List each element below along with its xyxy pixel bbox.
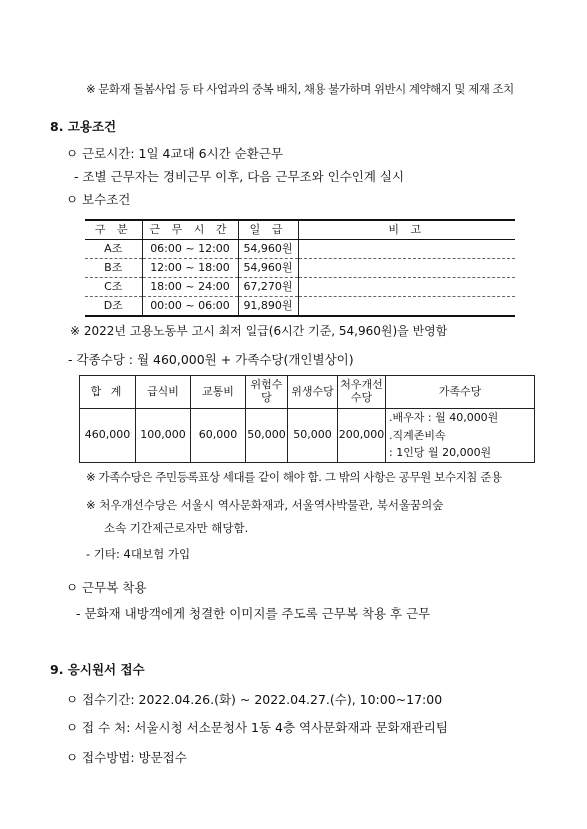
allowance-value-cell: 460,000	[80, 409, 136, 463]
other-note: - 기타: 4대보험 가입	[86, 547, 191, 561]
wage-cell: 54,960원	[238, 259, 298, 278]
allowance-value-cell: 100,000	[136, 409, 191, 463]
schedule-header-cell: 구 분	[85, 220, 142, 240]
time-cell: 06:00 ~ 12:00	[142, 240, 238, 259]
uniform-sub: - 문화재 내방객에게 청결한 이미지를 주도록 근무복 착용 후 근무	[76, 606, 431, 621]
wage-cell: 91,890원	[238, 297, 298, 317]
schedule-header-row	[85, 220, 515, 240]
family-line: .배우자 : 월 40,000원	[389, 411, 499, 424]
allowance-line: - 각종수당 : 월 460,000원 + 가족수당(개인별상이)	[68, 352, 354, 367]
allowance-header-cell: 처우개선수당	[338, 376, 386, 409]
allowance-header-row	[80, 376, 535, 409]
time-cell: 12:00 ~ 18:00	[142, 259, 238, 278]
wage-cell: 54,960원	[238, 240, 298, 259]
schedule-header-cell: 비 고	[298, 220, 515, 240]
table-row	[85, 259, 515, 278]
section8-title: 8. 고용조건	[50, 119, 117, 134]
work-hours-sub: - 조별 근무자는 경비근무 이후, 다음 근무조와 인수인계 실시	[74, 169, 405, 184]
remark-cell	[298, 297, 515, 317]
allowance-header-cell: 급식비	[136, 376, 191, 409]
section9-title: 9. 응시원서 접수	[50, 662, 145, 677]
pay-title: ㅇ 보수조건	[66, 192, 131, 207]
family-line: : 1인당 월 20,000원	[389, 446, 492, 460]
family-allowance-cell	[386, 409, 535, 463]
allowance-values-row	[80, 409, 535, 463]
shift-cell: C조	[85, 278, 142, 297]
uniform-title: ㅇ 근무복 착용	[66, 580, 147, 595]
time-cell: 00:00 ~ 06:00	[142, 297, 238, 317]
allowance-header-cell: 합 계	[80, 376, 136, 409]
allowance-value-cell: 60,000	[191, 409, 246, 463]
family-note: ※ 가족수당은 주민등록표상 세대를 같이 해야 함. 그 밖의 사항은 공무원 보수지침 준용	[86, 470, 502, 484]
shift-cell: A조	[85, 240, 142, 259]
min-wage-note: ※ 2022년 고용노동부 고시 최저 일급(6시간 기준, 54,960원)을 반영함	[70, 324, 448, 338]
allowance-header-cell: 가족수당	[386, 376, 535, 409]
allowance-value-cell: 50,000	[288, 409, 338, 463]
time-cell: 18:00 ~ 24:00	[142, 278, 238, 297]
note-top: ※ 문화재 돌봄사업 등 타 사업과의 중복 배치, 채용 불가하며 위반시 계약해지 및 제재 조치	[86, 82, 514, 96]
family-line: .직계존비속	[389, 428, 446, 442]
table-row	[85, 297, 515, 317]
allowance-table	[79, 375, 535, 463]
schedule-table	[85, 219, 515, 317]
remark-cell	[298, 278, 515, 297]
table-row	[85, 278, 515, 297]
schedule-header-cell: 근 무 시 간	[142, 220, 238, 240]
treatment-note-1: ※ 처우개선수당은 서울시 역사문화재과, 서울역사박물관, 북서울꿈의숲	[86, 498, 444, 512]
work-hours: ㅇ 근로시간: 1일 4교대 6시간 순환근무	[66, 146, 283, 161]
treatment-note-2: 소속 기간제근로자만 해당함.	[104, 521, 249, 535]
reception-place: ㅇ 접 수 처: 서울시청 서소문청사 1동 4층 역사문화재과 문화재관리팀	[66, 720, 448, 735]
allowance-header-cell: 위생수당	[288, 376, 338, 409]
shift-cell: B조	[85, 259, 142, 278]
shift-cell: D조	[85, 297, 142, 317]
remark-cell	[298, 240, 515, 259]
table-row	[85, 240, 515, 259]
remark-cell	[298, 259, 515, 278]
allowance-header-cell: 교통비	[191, 376, 246, 409]
allowance-header-cell: 위험수당	[246, 376, 288, 409]
allowance-value-cell: 50,000	[246, 409, 288, 463]
wage-cell: 67,270원	[238, 278, 298, 297]
reception-method: ㅇ 접수방법: 방문접수	[66, 750, 187, 765]
reception-period: ㅇ 접수기간: 2022.04.26.(화) ~ 2022.04.27.(수), 10:00~17:00	[66, 692, 443, 707]
allowance-value-cell: 200,000	[338, 409, 386, 463]
schedule-header-cell: 일 급	[238, 220, 298, 240]
